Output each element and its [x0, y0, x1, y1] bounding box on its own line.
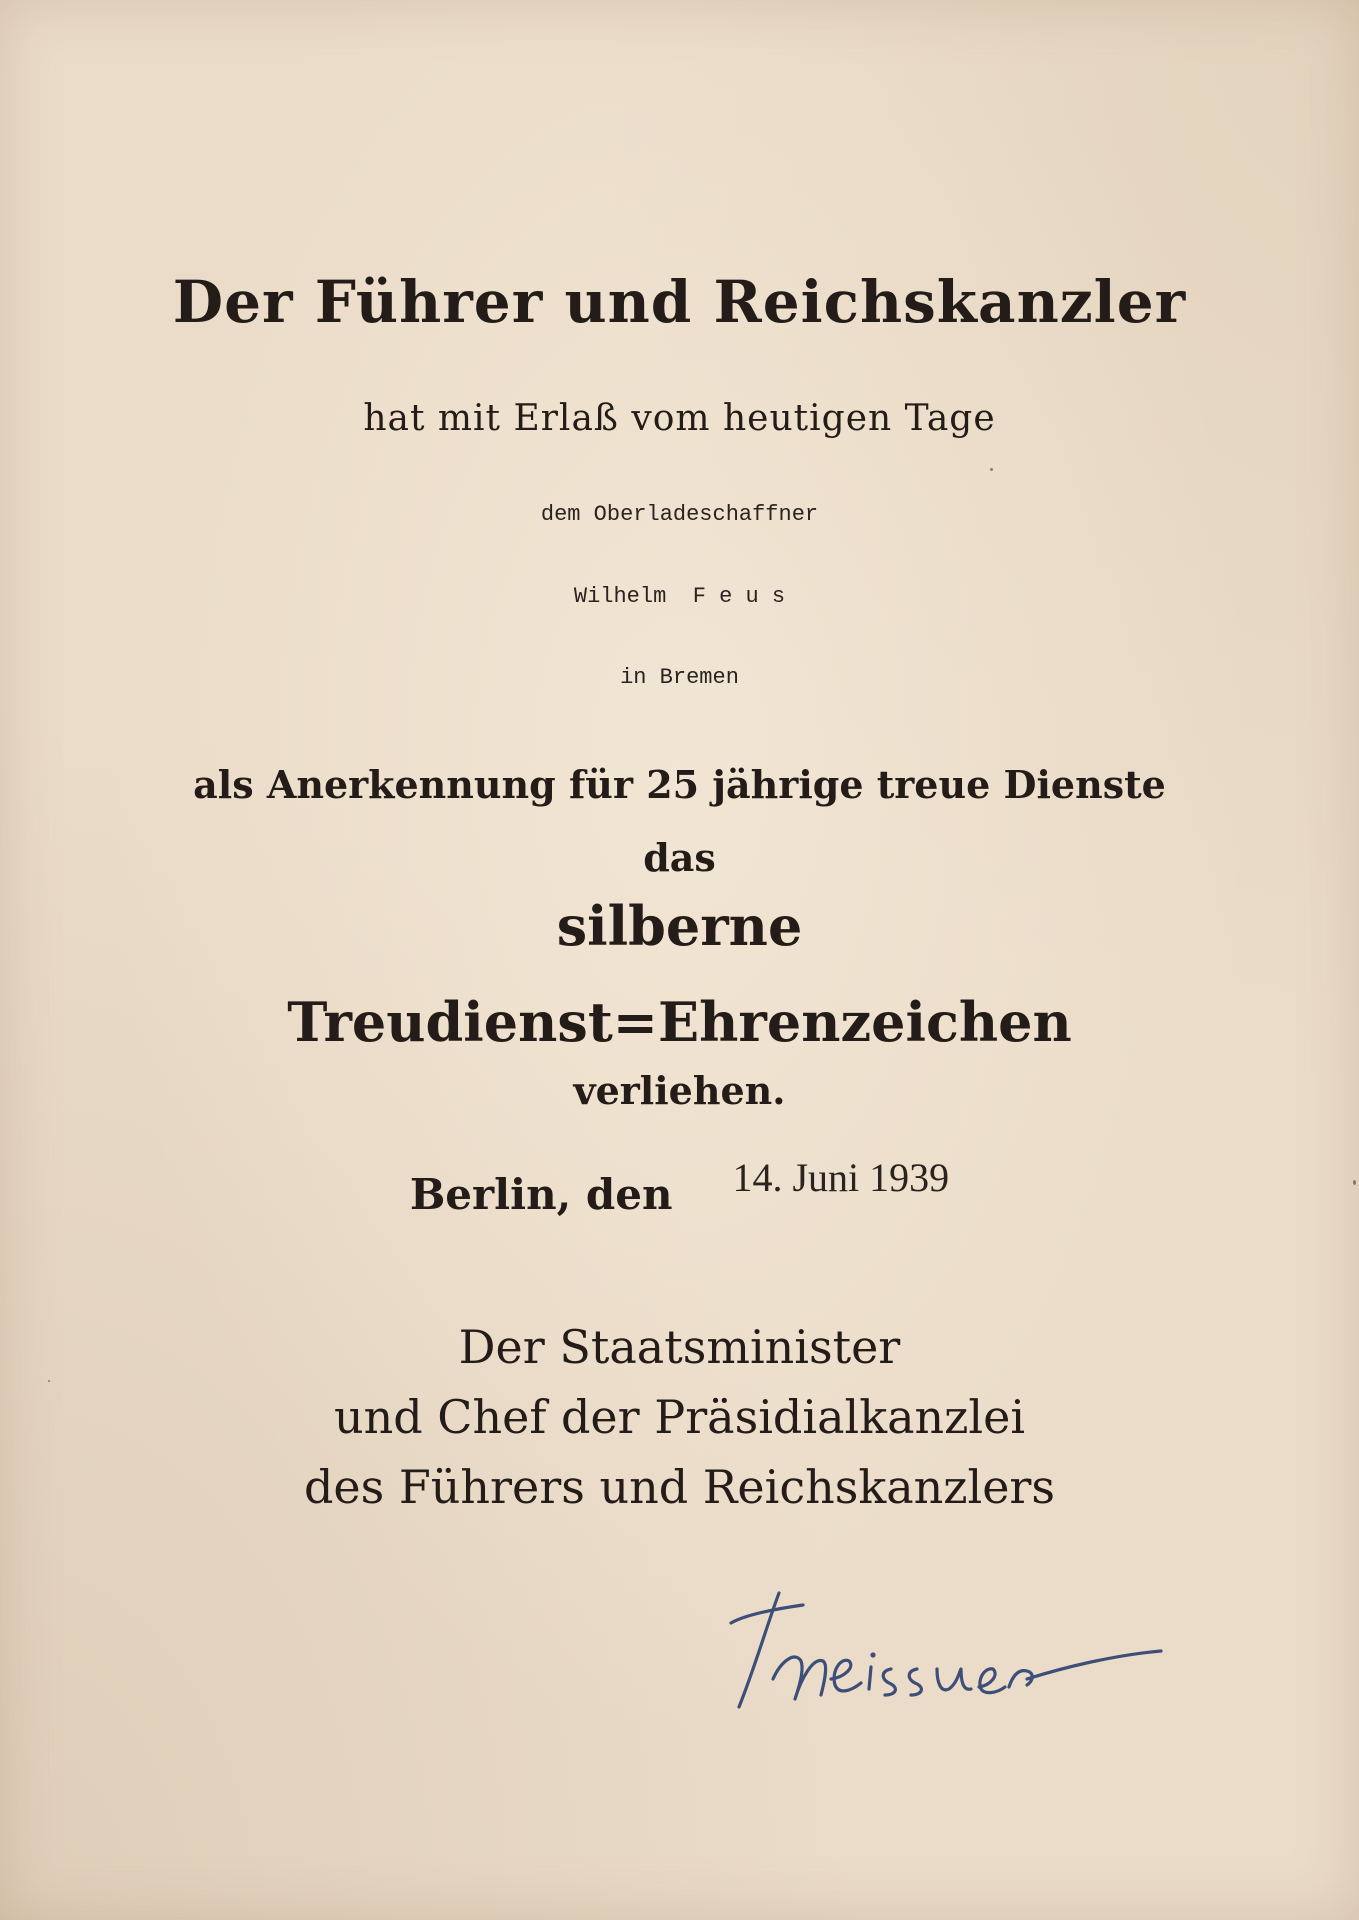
recipient-rank: dem Oberladeschaffner [540, 502, 819, 527]
recipient-place: in Bremen [620, 665, 739, 690]
award-article: das [643, 835, 716, 880]
signatory-title-line1: Der Staatsminister [458, 1320, 901, 1374]
award-verb: verliehen. [573, 1068, 786, 1113]
award-name-line1: silberne [556, 894, 803, 958]
handwritten-signature [705, 1575, 1165, 1725]
paper-speck [1353, 1180, 1356, 1185]
signatory-title-line3: des Führers und Reichskanzlers [303, 1460, 1056, 1514]
recognition-text: als Anerkennung für 25 jährige treue Dienste [193, 762, 1166, 807]
award-name-line2: Treudienst=Ehrenzeichen [287, 990, 1072, 1054]
date-place: Berlin, den [409, 1170, 673, 1219]
date-value: 14. Juni 1939 [732, 1155, 950, 1200]
certificate-title: Der Führer und Reichskanzler [172, 268, 1187, 336]
date-line [0, 1155, 1359, 1219]
decree-subtitle: hat mit Erlaß vom heutigen Tage [363, 398, 996, 439]
signatory-title-line2: und Chef der Präsidialkanzlei [333, 1390, 1026, 1444]
recipient-name: Wilhelm F e u s [573, 584, 786, 609]
paper-speck [990, 468, 993, 471]
paper-speck [48, 1380, 50, 1382]
